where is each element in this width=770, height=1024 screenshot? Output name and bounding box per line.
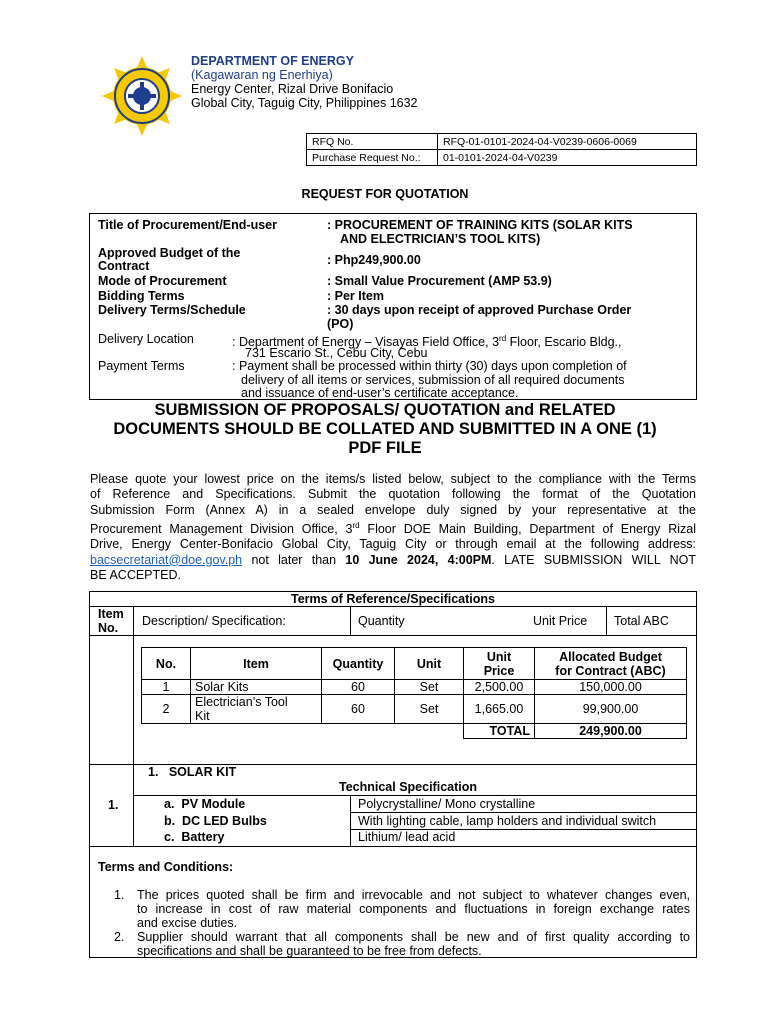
paragraph-line-7: BE ACCEPTED. (90, 567, 181, 582)
col-total-abc: Total ABC (614, 614, 669, 628)
mode-label: Mode of Procurement (98, 274, 227, 288)
submission-heading-line-1: SUBMISSION OF PROPOSALS/ QUOTATION and RELATED (154, 401, 616, 419)
delivery-location-value-line-2: 731 Escario St., Cebu City, Cebu (245, 346, 428, 360)
row-1-qty: 60 (322, 680, 395, 695)
term-2-number: 2. (114, 930, 125, 944)
spec-bottom-rule (89, 846, 697, 847)
abc-label-line-2: Contract (98, 259, 150, 273)
term-2: Supplier should warrant that all components shall be new and of first quality according to specifications and shall be guaranteed to be free from defects. (137, 930, 690, 958)
term-1-number: 1. (114, 888, 125, 902)
table-row (142, 680, 687, 695)
body-sep-left (133, 635, 134, 765)
payment-terms-value-line-3: and issuance of end-user’s certificate acceptance. (241, 386, 519, 400)
th-unit-price: Unit Price (464, 648, 535, 680)
hdr-sep-3 (606, 606, 607, 636)
col-no: No. (98, 621, 119, 635)
tech-spec-heading: Technical Specification (339, 780, 478, 794)
bidding-value: : Per Item (327, 289, 384, 303)
department-filipino-name: (Kagawaran ng Enerhiya) (191, 68, 333, 82)
paragraph-line-2: of Reference and Specifications. Submit the quotation following the format of the Quotation (90, 487, 696, 502)
paragraph-line-6: bacsecretariat@doe.gov.ph not later than 10 June 2024, 4:00PM. LATE SUBMISSION WILL NOT (90, 552, 696, 567)
th-unit: Unit (395, 648, 464, 680)
th-quantity: Quantity (322, 648, 395, 680)
row-1-unit: Set (395, 680, 464, 695)
department-name: DEPARTMENT OF ENERGY (191, 54, 354, 68)
table-row-total (142, 724, 687, 739)
total-label: TOTAL (464, 724, 535, 739)
delivery-terms-label: Delivery Terms/Schedule (98, 303, 246, 317)
table-row (142, 695, 687, 724)
title-value-line-2: AND ELECTRICIAN’S TOOL KITS) (340, 232, 541, 246)
info-right-rule (696, 213, 697, 400)
th-no: No. (142, 648, 191, 680)
document-title: REQUEST FOR QUOTATION (301, 187, 469, 201)
info-left-rule (89, 213, 90, 400)
rfq-number-value: RFQ-01-0101-2024-04-V0239-0606-0069 (438, 134, 697, 150)
info-top-rule (89, 213, 697, 214)
delivery-terms-value-line-1: : 30 days upon receipt of approved Purchase Order (327, 303, 632, 317)
col-description: Description/ Specification: (142, 614, 286, 628)
paragraph-line-5: Drive, Energy Center-Bonifacio Global City, Taguig City or through email at the following address: (90, 537, 696, 552)
item-number: 1. (108, 798, 119, 812)
title-label: Title of Procurement/End-user (98, 218, 277, 232)
th-item: Item (191, 648, 322, 680)
bidding-label: Bidding Terms (98, 289, 185, 303)
abc-value: : Php249,900.00 (327, 253, 421, 267)
terms-heading: Terms and Conditions: (98, 860, 234, 874)
rfq-number-label: RFQ No. (307, 134, 438, 150)
spec-rule-1 (350, 812, 697, 813)
row-1-no: 1 (142, 680, 191, 695)
spec-mid-rule (350, 795, 351, 847)
tor-title: Terms of Reference/Specifications (290, 592, 495, 606)
paragraph-line-1: Please quote your lowest price on the items/s listed below, subject to the compliance with the Terms (90, 472, 696, 486)
mode-value: : Small Value Procurement (AMP 53.9) (327, 274, 552, 288)
payment-terms-label: Payment Terms (98, 359, 185, 373)
row-2-item: Electrician’s Tool Kit (191, 695, 322, 724)
instructions-paragraph (90, 472, 696, 583)
th-allocated-budget: Allocated Budget for Contract (ABC) (535, 648, 687, 680)
hdr-sep-1 (133, 606, 134, 636)
row-2-abc: 99,900.00 (535, 695, 687, 724)
row-2-no: 2 (142, 695, 191, 724)
payment-terms-value-line-1: : Payment shall be processed within thirty (30) days upon completion of (232, 359, 627, 373)
spec-value-led: With lighting cable, lamp holders and individual switch (358, 814, 657, 828)
address-line-2: Global City, Taguig City, Philippines 1632 (191, 96, 418, 110)
row-1-item: Solar Kits (191, 680, 322, 695)
purchase-request-label: Purchase Request No.: (307, 150, 438, 166)
doe-seal-logo (100, 54, 184, 138)
hdr-bottom-rule (89, 635, 697, 636)
spec-value-battery: Lithium/ lead acid (358, 830, 456, 844)
spec-label-battery: c. Battery (164, 830, 225, 844)
spec-top-rule (133, 795, 697, 796)
rfq-reference-box (306, 133, 697, 166)
payment-terms-value-line-2: delivery of all items or services, submission of all required documents (241, 373, 625, 387)
title-value-line-1: : PROCUREMENT OF TRAINING KITS (SOLAR KITS (327, 218, 633, 232)
row-2-unit: Set (395, 695, 464, 724)
spec-label-led: b. DC LED Bulbs (164, 814, 267, 828)
address-line-1: Energy Center, Rizal Drive Bonifacio (191, 82, 394, 96)
term-1: The prices quoted shall be firm and irrevocable and not subject to whatever changes even, to increase in cost of raw material components and fluctuations in foreign exchange rates and excise duties. (137, 888, 690, 930)
row-1-price: 2,500.00 (464, 680, 535, 695)
col-item: Item (98, 607, 124, 621)
spec-label-pv: a. PV Module (164, 797, 246, 811)
deadline: 10 June 2024, 4:00PM (345, 552, 492, 567)
total-value: 249,900.00 (535, 724, 687, 739)
submission-heading-line-3: PDF FILE (348, 439, 422, 457)
items-table (141, 647, 687, 739)
hdr-sep-2 (350, 606, 351, 636)
delivery-location-value-line-1: : Department of Energy – Visayas Field Office, 3rd Floor, Escario Bldg., (232, 334, 622, 350)
row-2-qty: 60 (322, 695, 395, 724)
email-link[interactable]: bacsecretariat@doe.gov.ph (90, 552, 243, 567)
solar-sep-left (133, 764, 134, 847)
col-quantity: Quantity (358, 614, 405, 628)
abc-label-line-1: Approved Budget of the (98, 246, 241, 260)
row-2-price: 1,665.00 (464, 695, 535, 724)
tor-left-rule (89, 591, 90, 958)
solar-kit-heading: 1. SOLAR KIT (148, 765, 237, 779)
paragraph-line-4: Procurement Management Division Office, 3rd Floor DOE Main Building, Department of Energy Rizal (90, 520, 696, 537)
paragraph-line-3: Submission Form (Annex A) in a sealed envelope duly signed by your representative at the (90, 502, 696, 517)
delivery-terms-value-line-2: (PO) (327, 317, 354, 331)
row-1-abc: 150,000.00 (535, 680, 687, 695)
delivery-location-label: Delivery Location (98, 332, 194, 346)
spec-value-pv: Polycrystalline/ Mono crystalline (358, 797, 536, 811)
purchase-request-value: 01-0101-2024-04-V0239 (438, 150, 697, 166)
tor-right-rule (696, 591, 697, 958)
submission-heading-line-2: DOCUMENTS SHOULD BE COLLATED AND SUBMITTED IN A ONE (1) (113, 420, 657, 438)
col-unit-price: Unit Price (533, 614, 588, 628)
